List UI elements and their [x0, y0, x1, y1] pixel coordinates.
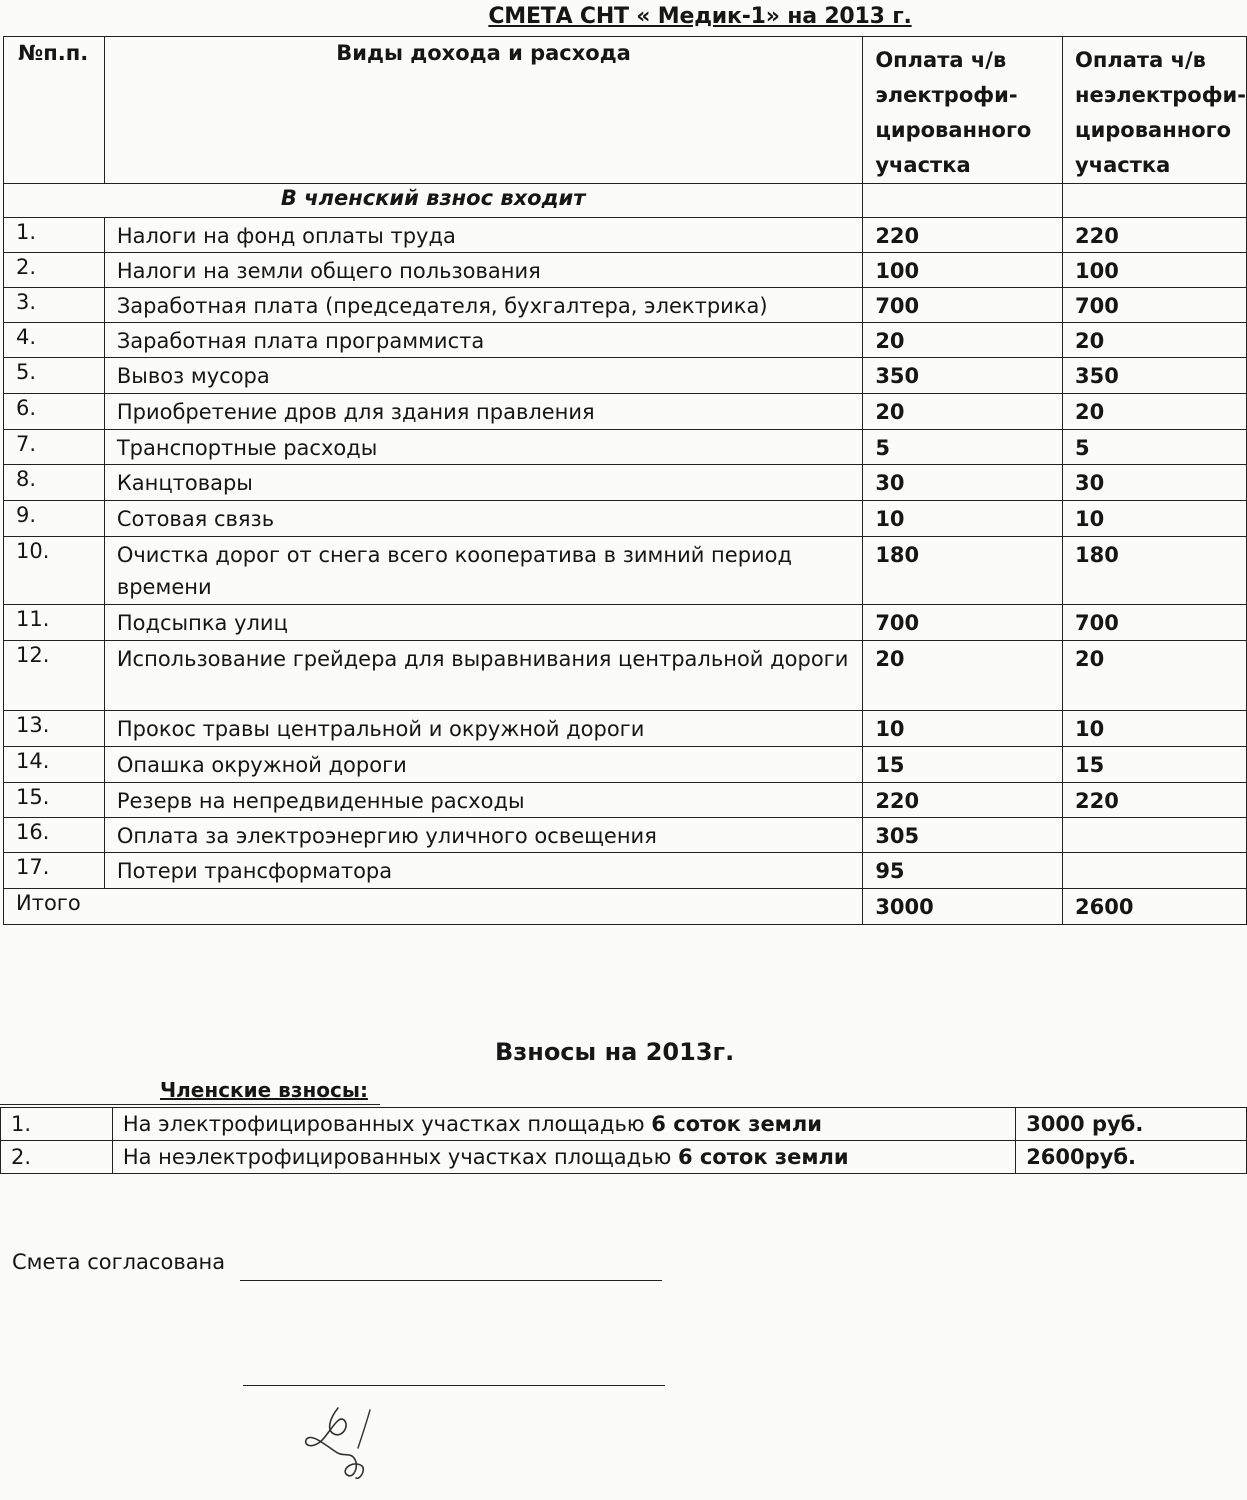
fee-number: 1. [1, 1108, 113, 1141]
row-number: 5. [4, 358, 105, 394]
row-description: Использование грейдера для выравнивания центральной дороги [104, 641, 862, 711]
total-label: Итого [4, 889, 863, 925]
row-number: 17. [4, 853, 105, 889]
row-number: 2. [4, 253, 105, 288]
table-row [4, 501, 1247, 537]
fee-value: 2600руб. [1016, 1141, 1247, 1174]
row-number: 8. [4, 465, 105, 501]
row-value-electrified: 30 [863, 465, 1063, 501]
fee-value: 3000 руб. [1016, 1108, 1247, 1141]
total-value-v2: 2600 [1063, 889, 1247, 925]
fees-heading: Взносы на 2013г. [495, 1038, 735, 1066]
fees-table [0, 1107, 1247, 1174]
row-value-non-electrified: 100 [1063, 253, 1247, 288]
row-number: 7. [4, 430, 105, 465]
row-number: 1. [4, 218, 105, 253]
budget-table [3, 36, 1247, 925]
row-description: Опашка окружной дороги [104, 747, 862, 783]
header-non-electrified-line: Оплата ч/в [1075, 48, 1206, 72]
row-description: Заработная плата программиста [104, 323, 862, 358]
row-value-non-electrified: 180 [1063, 537, 1247, 605]
table-row [4, 218, 1247, 253]
row-value-non-electrified: 700 [1063, 605, 1247, 641]
row-description: Приобретение дров для здания правления [104, 394, 862, 430]
fee-text: На электрофицированных участках площадью [122, 1112, 652, 1136]
approval-label: Смета согласована [12, 1250, 226, 1274]
header-non-electrified-line: неэлектрофи- [1075, 83, 1246, 107]
table-row [4, 818, 1247, 853]
row-value-non-electrified [1063, 853, 1247, 889]
header-non-electrified [1063, 37, 1247, 184]
fee-row [1, 1141, 1247, 1174]
row-value-non-electrified: 10 [1063, 501, 1247, 537]
table-row [4, 711, 1247, 747]
row-value-electrified: 5 [863, 430, 1063, 465]
table-row [4, 288, 1247, 323]
fee-description [112, 1108, 1015, 1141]
fee-description [112, 1141, 1015, 1174]
row-value-electrified: 10 [863, 711, 1063, 747]
row-description: Сотовая связь [104, 501, 862, 537]
header-non-electrified-line: цированного [1075, 118, 1232, 142]
row-value-electrified: 180 [863, 537, 1063, 605]
row-value-non-electrified: 10 [1063, 711, 1247, 747]
fees-subheading: Членские взносы: [160, 1078, 368, 1102]
row-value-electrified: 100 [863, 253, 1063, 288]
table-row [4, 430, 1247, 465]
row-description: Канцтовары [104, 465, 862, 501]
row-value-electrified: 700 [863, 288, 1063, 323]
total-row [4, 889, 1247, 925]
row-description: Подсыпка улиц [104, 605, 862, 641]
row-value-electrified: 220 [863, 218, 1063, 253]
row-value-non-electrified: 20 [1063, 641, 1247, 711]
header-electrified-line: участка [875, 153, 971, 177]
table-row [4, 358, 1247, 394]
row-description: Транспортные расходы [104, 430, 862, 465]
row-description: Резерв на непредвиденные расходы [104, 783, 862, 818]
header-electrified-line: Оплата ч/в [875, 48, 1007, 72]
row-value-electrified: 20 [863, 641, 1063, 711]
table-row [4, 747, 1247, 783]
row-value-electrified: 305 [863, 818, 1063, 853]
row-description: Оплата за электроэнергию уличного освещения [104, 818, 862, 853]
table-row [4, 605, 1247, 641]
row-number: 13. [4, 711, 105, 747]
row-number: 16. [4, 818, 105, 853]
fee-area: 6 соток земли [677, 1145, 849, 1169]
row-value-electrified: 95 [863, 853, 1063, 889]
header-num: №п.п. [4, 37, 105, 184]
empty-cell [1063, 184, 1247, 218]
row-description: Налоги на земли общего пользования [104, 253, 862, 288]
row-value-electrified: 700 [863, 605, 1063, 641]
row-value-non-electrified: 20 [1063, 323, 1247, 358]
table-row [4, 641, 1247, 711]
row-value-non-electrified: 700 [1063, 288, 1247, 323]
row-value-non-electrified: 30 [1063, 465, 1247, 501]
row-number: 6. [4, 394, 105, 430]
fee-number: 2. [1, 1141, 113, 1174]
row-value-electrified: 20 [863, 394, 1063, 430]
section-label: В членский взнос входит [4, 184, 863, 218]
document-title: СМЕТА СНТ « Медик-1» на 2013 г. [488, 4, 912, 29]
row-value-electrified: 220 [863, 783, 1063, 818]
row-description: Прокос травы центральной и окружной дороги [104, 711, 862, 747]
row-value-non-electrified: 220 [1063, 218, 1247, 253]
fee-row [1, 1108, 1247, 1141]
header-electrified [863, 37, 1063, 184]
table-row [4, 253, 1247, 288]
row-description: Заработная плата (председателя, бухгалтера, электрика) [104, 288, 862, 323]
row-value-electrified: 15 [863, 747, 1063, 783]
row-number: 10. [4, 537, 105, 605]
row-value-non-electrified [1063, 818, 1247, 853]
row-number: 3. [4, 288, 105, 323]
row-number: 14. [4, 747, 105, 783]
signature-line [243, 1385, 665, 1386]
row-description: Очистка дорог от снега всего кооператива в зимний период времени [104, 537, 862, 605]
total-value-v1: 3000 [863, 889, 1063, 925]
table-row [4, 323, 1247, 358]
header-electrified-line: цированного [875, 118, 1032, 142]
header-desc: Виды дохода и расхода [104, 37, 862, 184]
header-non-electrified-line: участка [1075, 153, 1171, 177]
header-electrified-line: электрофи- [875, 83, 1018, 107]
table-row [4, 465, 1247, 501]
row-description: Вывоз мусора [104, 358, 862, 394]
row-number: 12. [4, 641, 105, 711]
table-row [4, 783, 1247, 818]
fee-area: 6 соток земли [651, 1112, 822, 1136]
row-number: 11. [4, 605, 105, 641]
row-value-non-electrified: 350 [1063, 358, 1247, 394]
row-value-electrified: 20 [863, 323, 1063, 358]
table-row [4, 537, 1247, 605]
row-description: Потери трансформатора [104, 853, 862, 889]
row-value-non-electrified: 15 [1063, 747, 1247, 783]
row-number: 4. [4, 323, 105, 358]
row-value-electrified: 350 [863, 358, 1063, 394]
signature-line [240, 1280, 662, 1281]
fees-subheading-line [0, 1074, 380, 1105]
row-number: 15. [4, 783, 105, 818]
fee-text: На неэлектрофицированных участках площадью [122, 1145, 678, 1169]
table-row [4, 394, 1247, 430]
row-value-electrified: 10 [863, 501, 1063, 537]
row-number: 9. [4, 501, 105, 537]
row-value-non-electrified: 5 [1063, 430, 1247, 465]
row-value-non-electrified: 20 [1063, 394, 1247, 430]
empty-cell [863, 184, 1063, 218]
section-row [4, 184, 1247, 218]
table-row [4, 853, 1247, 889]
handwritten-signature [300, 1400, 420, 1490]
header-row [4, 37, 1247, 184]
row-description: Налоги на фонд оплаты труда [104, 218, 862, 253]
row-value-non-electrified: 220 [1063, 783, 1247, 818]
